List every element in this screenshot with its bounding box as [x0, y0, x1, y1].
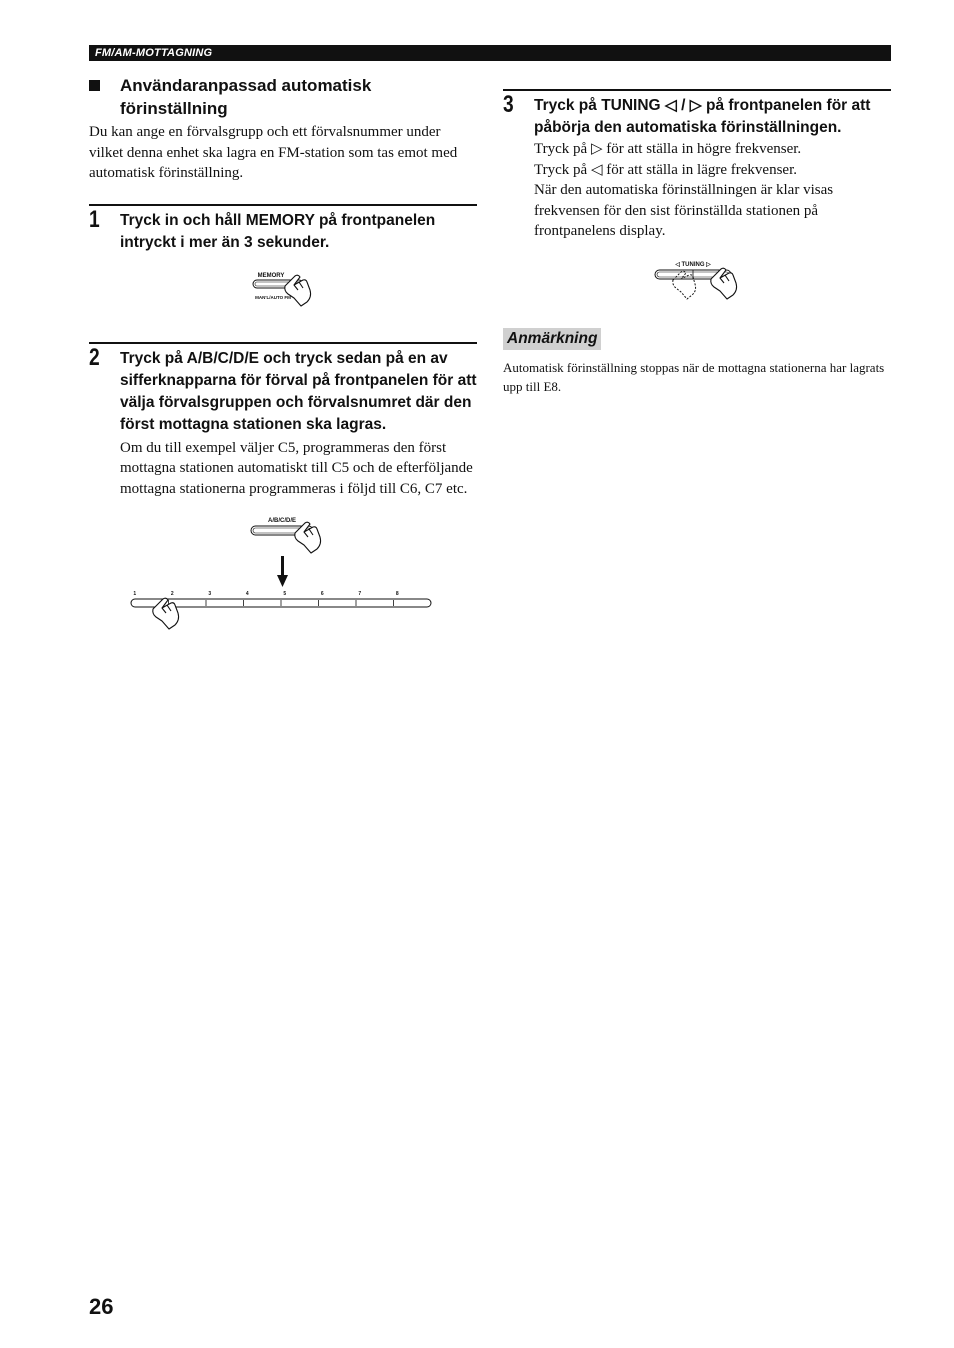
- note-section: [503, 328, 891, 396]
- step-1-title: Tryck in och håll MEMORY på frontpanelen intryckt i mer än 3 sekunder.: [120, 211, 436, 251]
- section-label: FM/AM-MOTTAGNING: [95, 47, 213, 59]
- step-2-title: Tryck på A/B/C/D/E och tryck sedan på en av sifferknapparna för förval på frontpanelen för att välja förvalsgruppen och förvalsnumret där den först mottagna stationen ska lagras.: [120, 349, 477, 433]
- note-label: Anmärkning: [503, 328, 601, 350]
- step-2-number: 2: [89, 343, 100, 371]
- preset-buttons-figure: [89, 499, 477, 649]
- section-title-text: Användaranpassad automatisk förinställning: [120, 76, 372, 118]
- step-3-line-2: Tryck på ◁ för att ställa in lägre frekvenser.: [534, 161, 797, 178]
- step-3-line-1: Tryck på ▷ för att ställa in högre frekvenser.: [534, 141, 802, 157]
- preset-number-label: 5: [283, 591, 287, 597]
- right-column: [503, 72, 891, 396]
- tuning-label: ◁ TUNING ▷: [675, 261, 711, 268]
- section-header-bar: [89, 45, 891, 61]
- preset-number-labels: [133, 591, 399, 597]
- preset-number-label: 7: [358, 591, 362, 597]
- step-2: [89, 342, 477, 650]
- intro-paragraph: Du kan ange en förvalsgrupp och ett förvalsnummer under vilket denna enhet ska lagra en FM-station som tas emot med automatisk förinställning.: [89, 124, 458, 181]
- abcde-label: A/B/C/D/E: [267, 518, 297, 524]
- step-3-line-3: När den automatiska förinställningen är klar visas frekvensen för den sist förinställda stationen på frontpanelens display.: [534, 182, 834, 239]
- preset-number-label: 1: [133, 591, 137, 597]
- preset-number-label: 6: [320, 591, 324, 597]
- step-2-body: Om du till exempel väljer C5, programmeras den först mottagna stationen automatiskt till C5 och de efterföljande mottagna stationerna programmeras i följd till C6, C7 etc.: [120, 439, 473, 497]
- step-1: [89, 204, 477, 340]
- preset-number-label: 2: [170, 591, 174, 597]
- page-number: 26: [89, 1294, 114, 1319]
- preset-number-label: 3: [208, 591, 212, 597]
- left-column: [89, 72, 477, 649]
- memory-sublabel: MAN'L/AUTO FM: [255, 294, 291, 300]
- tuning-button-figure: [503, 242, 891, 316]
- section-title: [89, 74, 477, 120]
- down-arrow-icon: [277, 556, 288, 587]
- memory-button-figure: [89, 254, 477, 340]
- step-3: [503, 89, 891, 316]
- step-3-title: Tryck på TUNING ◁ / ▷ på frontpanelen för att påbörja den automatiska förinställningen.: [534, 97, 871, 136]
- preset-number-label: 4: [245, 591, 249, 597]
- square-bullet-icon: [89, 80, 100, 91]
- preset-number-label: 8: [395, 591, 399, 597]
- step-1-number: 1: [89, 205, 100, 233]
- memory-label: MEMORY: [257, 272, 285, 279]
- note-text: Automatisk förinställning stoppas när de mottagna stationerna har lagrats upp till E8.: [503, 359, 885, 394]
- step-3-number: 3: [503, 91, 514, 118]
